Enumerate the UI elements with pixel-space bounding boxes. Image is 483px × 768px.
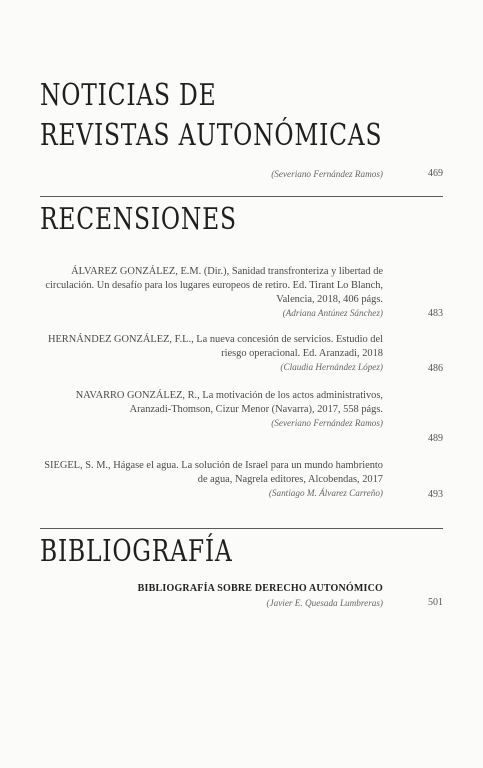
noticias-entry (40, 168, 383, 181)
bibliografia-entry (40, 597, 383, 610)
recension-citation: NAVARRO GONZÁLEZ, R., La motivación de los actos administrativos, Aranzadi-Thomson, Cizur Menor (Navarra), 2017, 558 págs. (75, 390, 383, 415)
recension-entry-2 (40, 333, 383, 374)
bibliografia-page-number: 501 (428, 597, 443, 608)
noticias-author: (Severiano Fernández Ramos) (271, 169, 383, 179)
recension-page-number: 486 (428, 363, 443, 374)
noticias-title-line2: REVISTAS AUTONÓMICAS (40, 118, 383, 153)
bibliografia-author: (Javier E. Quesada Lumbreras) (266, 598, 383, 608)
recension-citation: HERNÁNDEZ GONZÁLEZ, F.L., La nueva concesión de servicios. Estudio del riesgo operacional. Ed. Aranzadi, 2018 (47, 334, 383, 359)
recension-author: (Santiago M. Álvarez Carreño) (268, 488, 383, 498)
recension-page-number: 493 (428, 489, 443, 500)
recension-entry-4 (40, 459, 383, 500)
bibliografia-subtitle: BIBLIOGRAFÍA SOBRE DERECHO AUTONÓMICO (137, 583, 383, 594)
recension-page-number: 483 (428, 308, 443, 319)
section-divider (40, 528, 443, 529)
section-divider (40, 196, 443, 197)
recension-author: (Adriana Antúnez Sánchez) (282, 308, 383, 318)
recension-citation: SIEGEL, S. M., Hágase el agua. La solución de Israel para un mundo hambriento de agua, Nagrela editores, Alcobendas, 2017 (44, 460, 383, 485)
recension-page-number: 489 (428, 433, 443, 444)
noticias-page-number: 469 (428, 168, 443, 179)
recension-entry-1 (40, 265, 383, 320)
bibliografia-title: BIBLIOGRAFÍA (40, 534, 233, 569)
recensiones-title: RECENSIONES (40, 202, 237, 237)
recension-author: (Claudia Hernández López) (280, 362, 383, 372)
recension-author: (Severiano Fernández Ramos) (271, 418, 383, 428)
recension-entry-3 (40, 389, 383, 430)
recension-citation: ÁLVAREZ GONZÁLEZ, E.M. (Dir.), Sanidad transfronteriza y libertad de circulación. Un desafío para los lugares europeos de retiro. Ed. Tirant Lo Blanch, Valencia, 2018, 406 págs. (45, 266, 383, 305)
noticias-title-line1: NOTICIAS DE (40, 78, 217, 113)
